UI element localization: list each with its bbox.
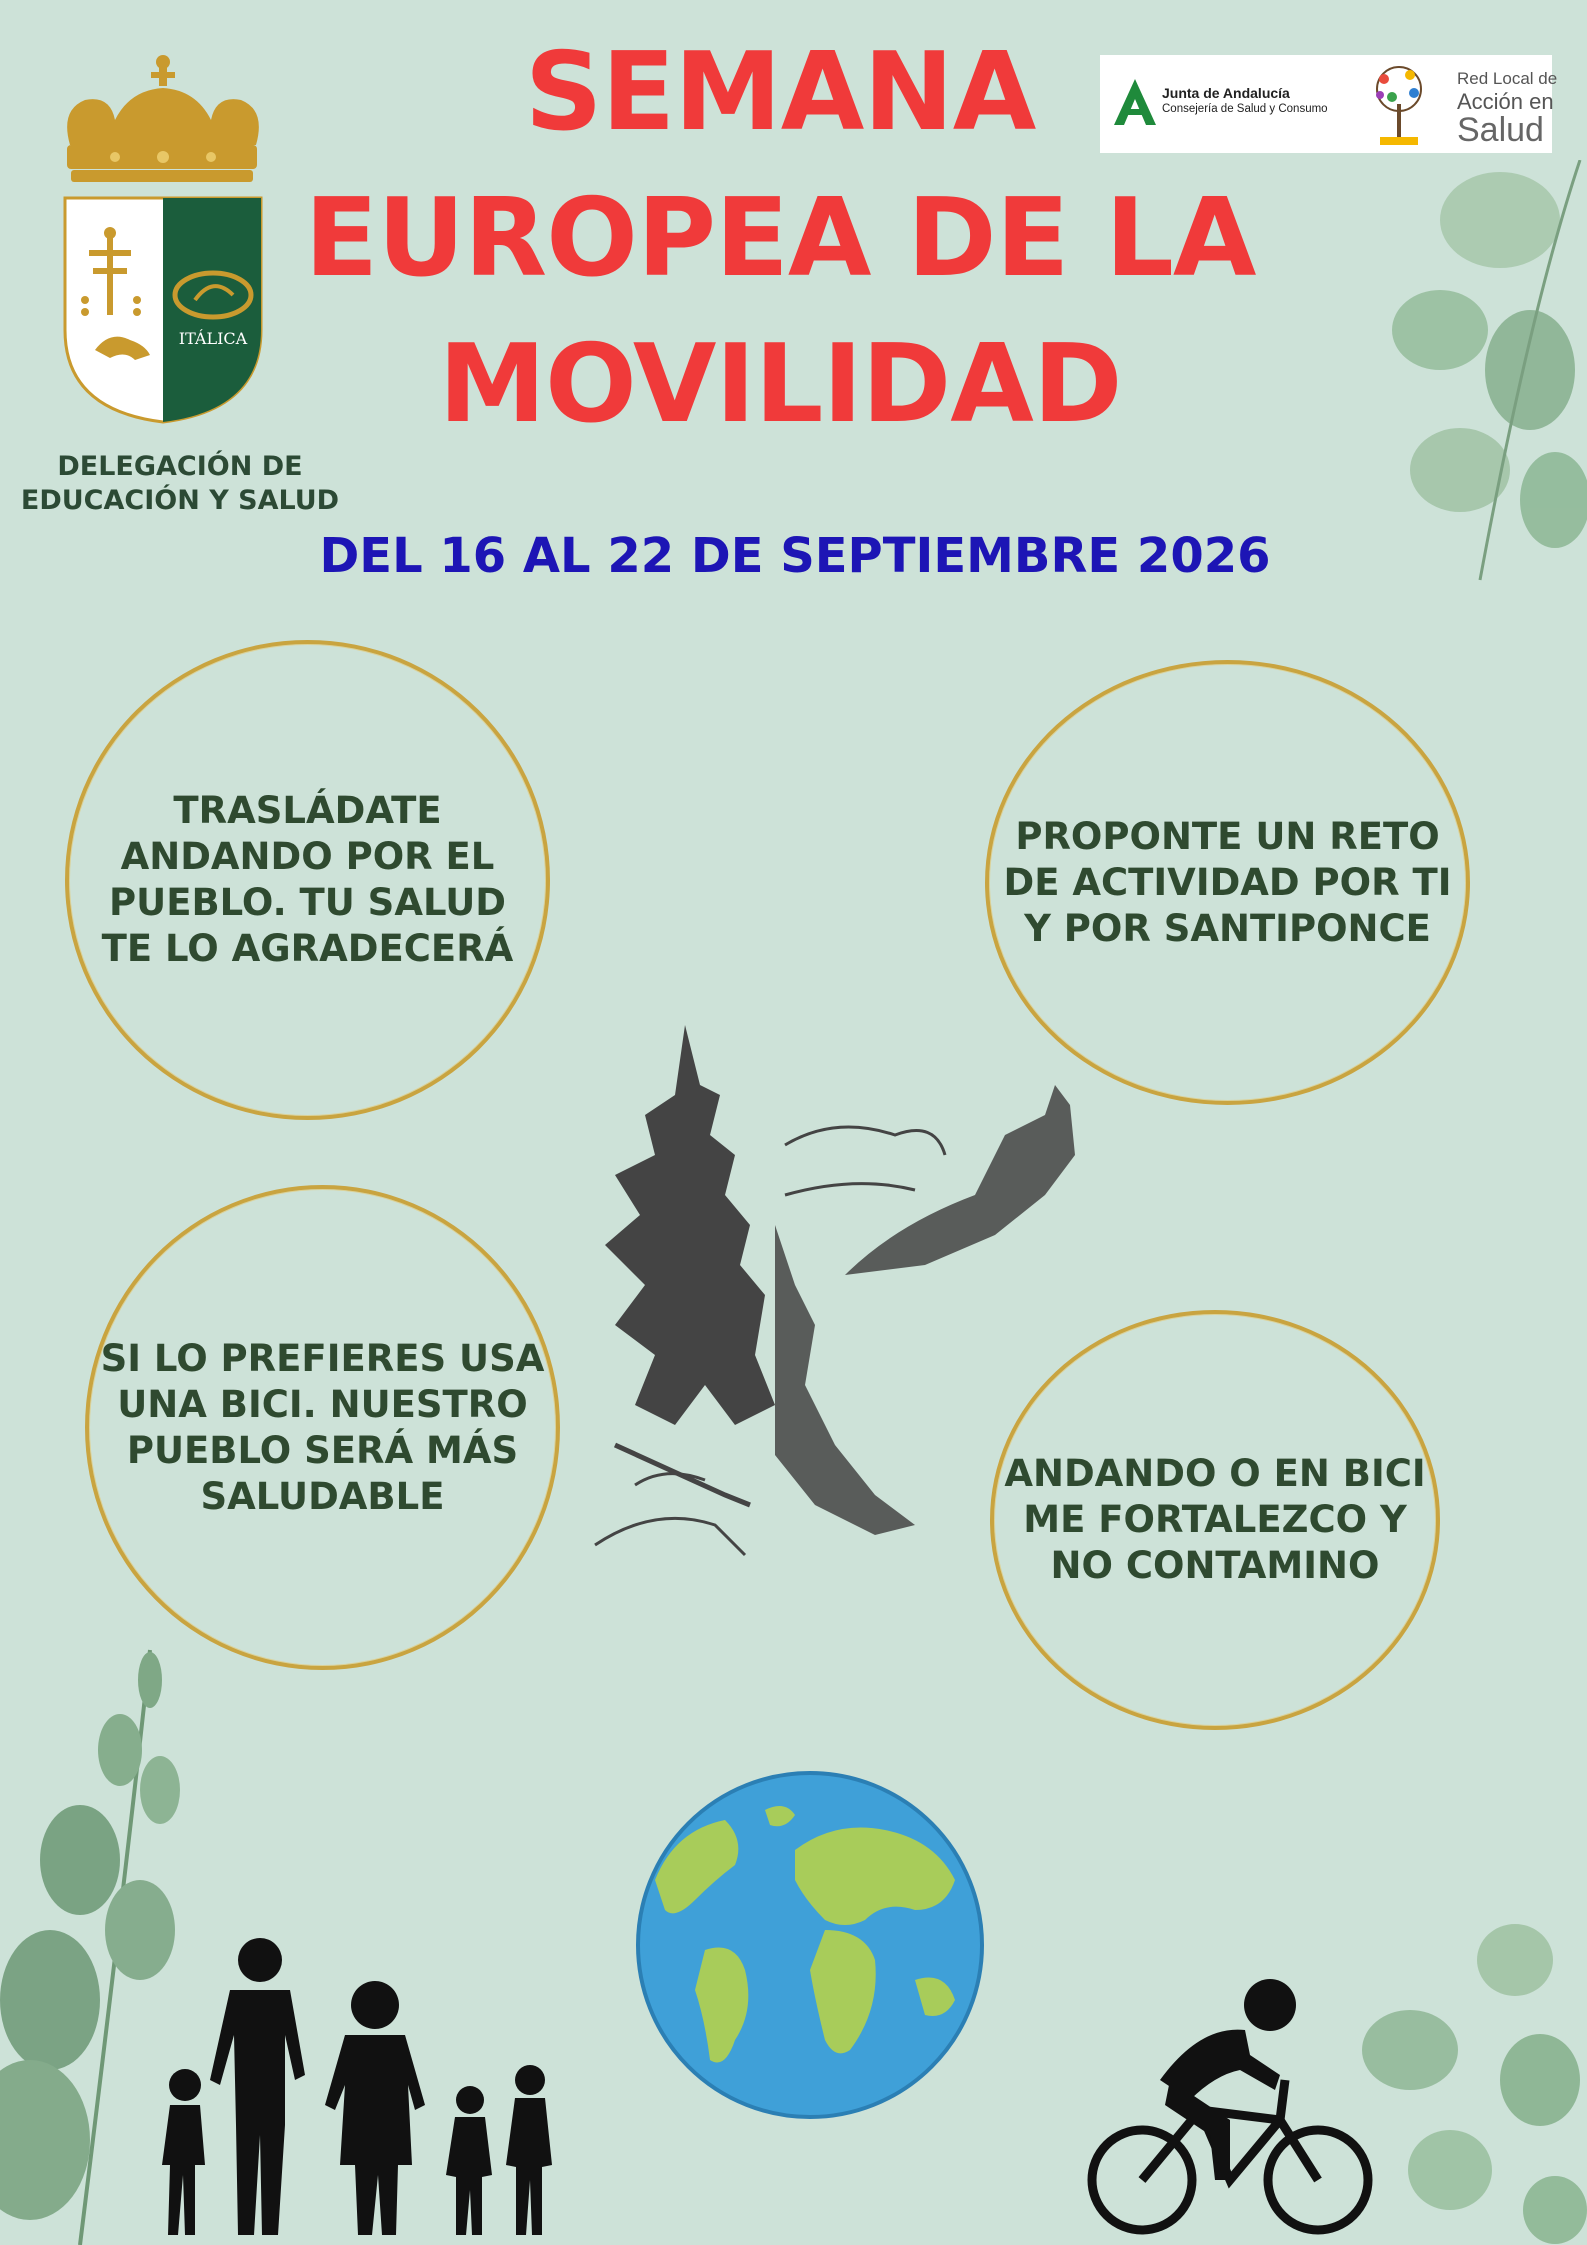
red-local-line-3: Salud [1457,111,1544,149]
message-circle-3 [85,1185,560,1670]
sponsor-logos [1100,55,1558,153]
delegation-line-2: EDUCACIÓN Y SALUD [20,485,340,516]
crown-icon [67,55,259,182]
delegation-label [20,450,340,518]
junta-andalucia-logo-icon [1112,77,1158,127]
crest-label: ITÁLICA [178,329,248,348]
title-line-1: SEMANA [524,30,1036,155]
event-dates: DEL 16 AL 22 DE SEPTIEMBRE 2026 [319,528,1271,584]
delegation-line-1: DELEGACIÓN DE [57,451,303,482]
red-local-line-2: Acción en [1457,89,1554,114]
title-line-3: MOVILIDAD [438,322,1122,447]
message-text-2: PROPONTE UN RETO DE ACTIVIDAD POR TI Y POR SANTIPONCE [1003,814,1452,950]
junta-name: Junta de Andalucía [1162,85,1290,101]
message-text-4: ANDANDO O EN BICI ME FORTALEZCO Y NO CONTAMINO [1004,1452,1426,1587]
family-walking-silhouette-icon [150,1935,570,2245]
red-local-line-1: Red Local de [1457,69,1558,88]
earth-globe-icon [635,1770,985,2120]
forest-sketch-icon [575,1025,1095,1565]
title-line-2: EUROPEA DE LA [304,176,1256,301]
junta-department: Consejería de Salud y Consumo [1162,103,1328,115]
eucalyptus-leaves-icon [1380,160,1587,590]
relas-tree-logo-icon [1362,59,1436,149]
message-circle-1 [65,640,550,1120]
cyclist-silhouette-icon [1080,1970,1380,2245]
town-crest [55,50,275,430]
message-text-1: TRASLÁDATE ANDANDO POR EL PUEBLO. TU SALUD TE LO AGRADECERÁ [101,789,514,970]
message-text-3: SI LO PREFIERES USA UNA BICI. NUESTRO PUEBLO SERÁ MÁS SALUDABLE [100,1336,545,1518]
